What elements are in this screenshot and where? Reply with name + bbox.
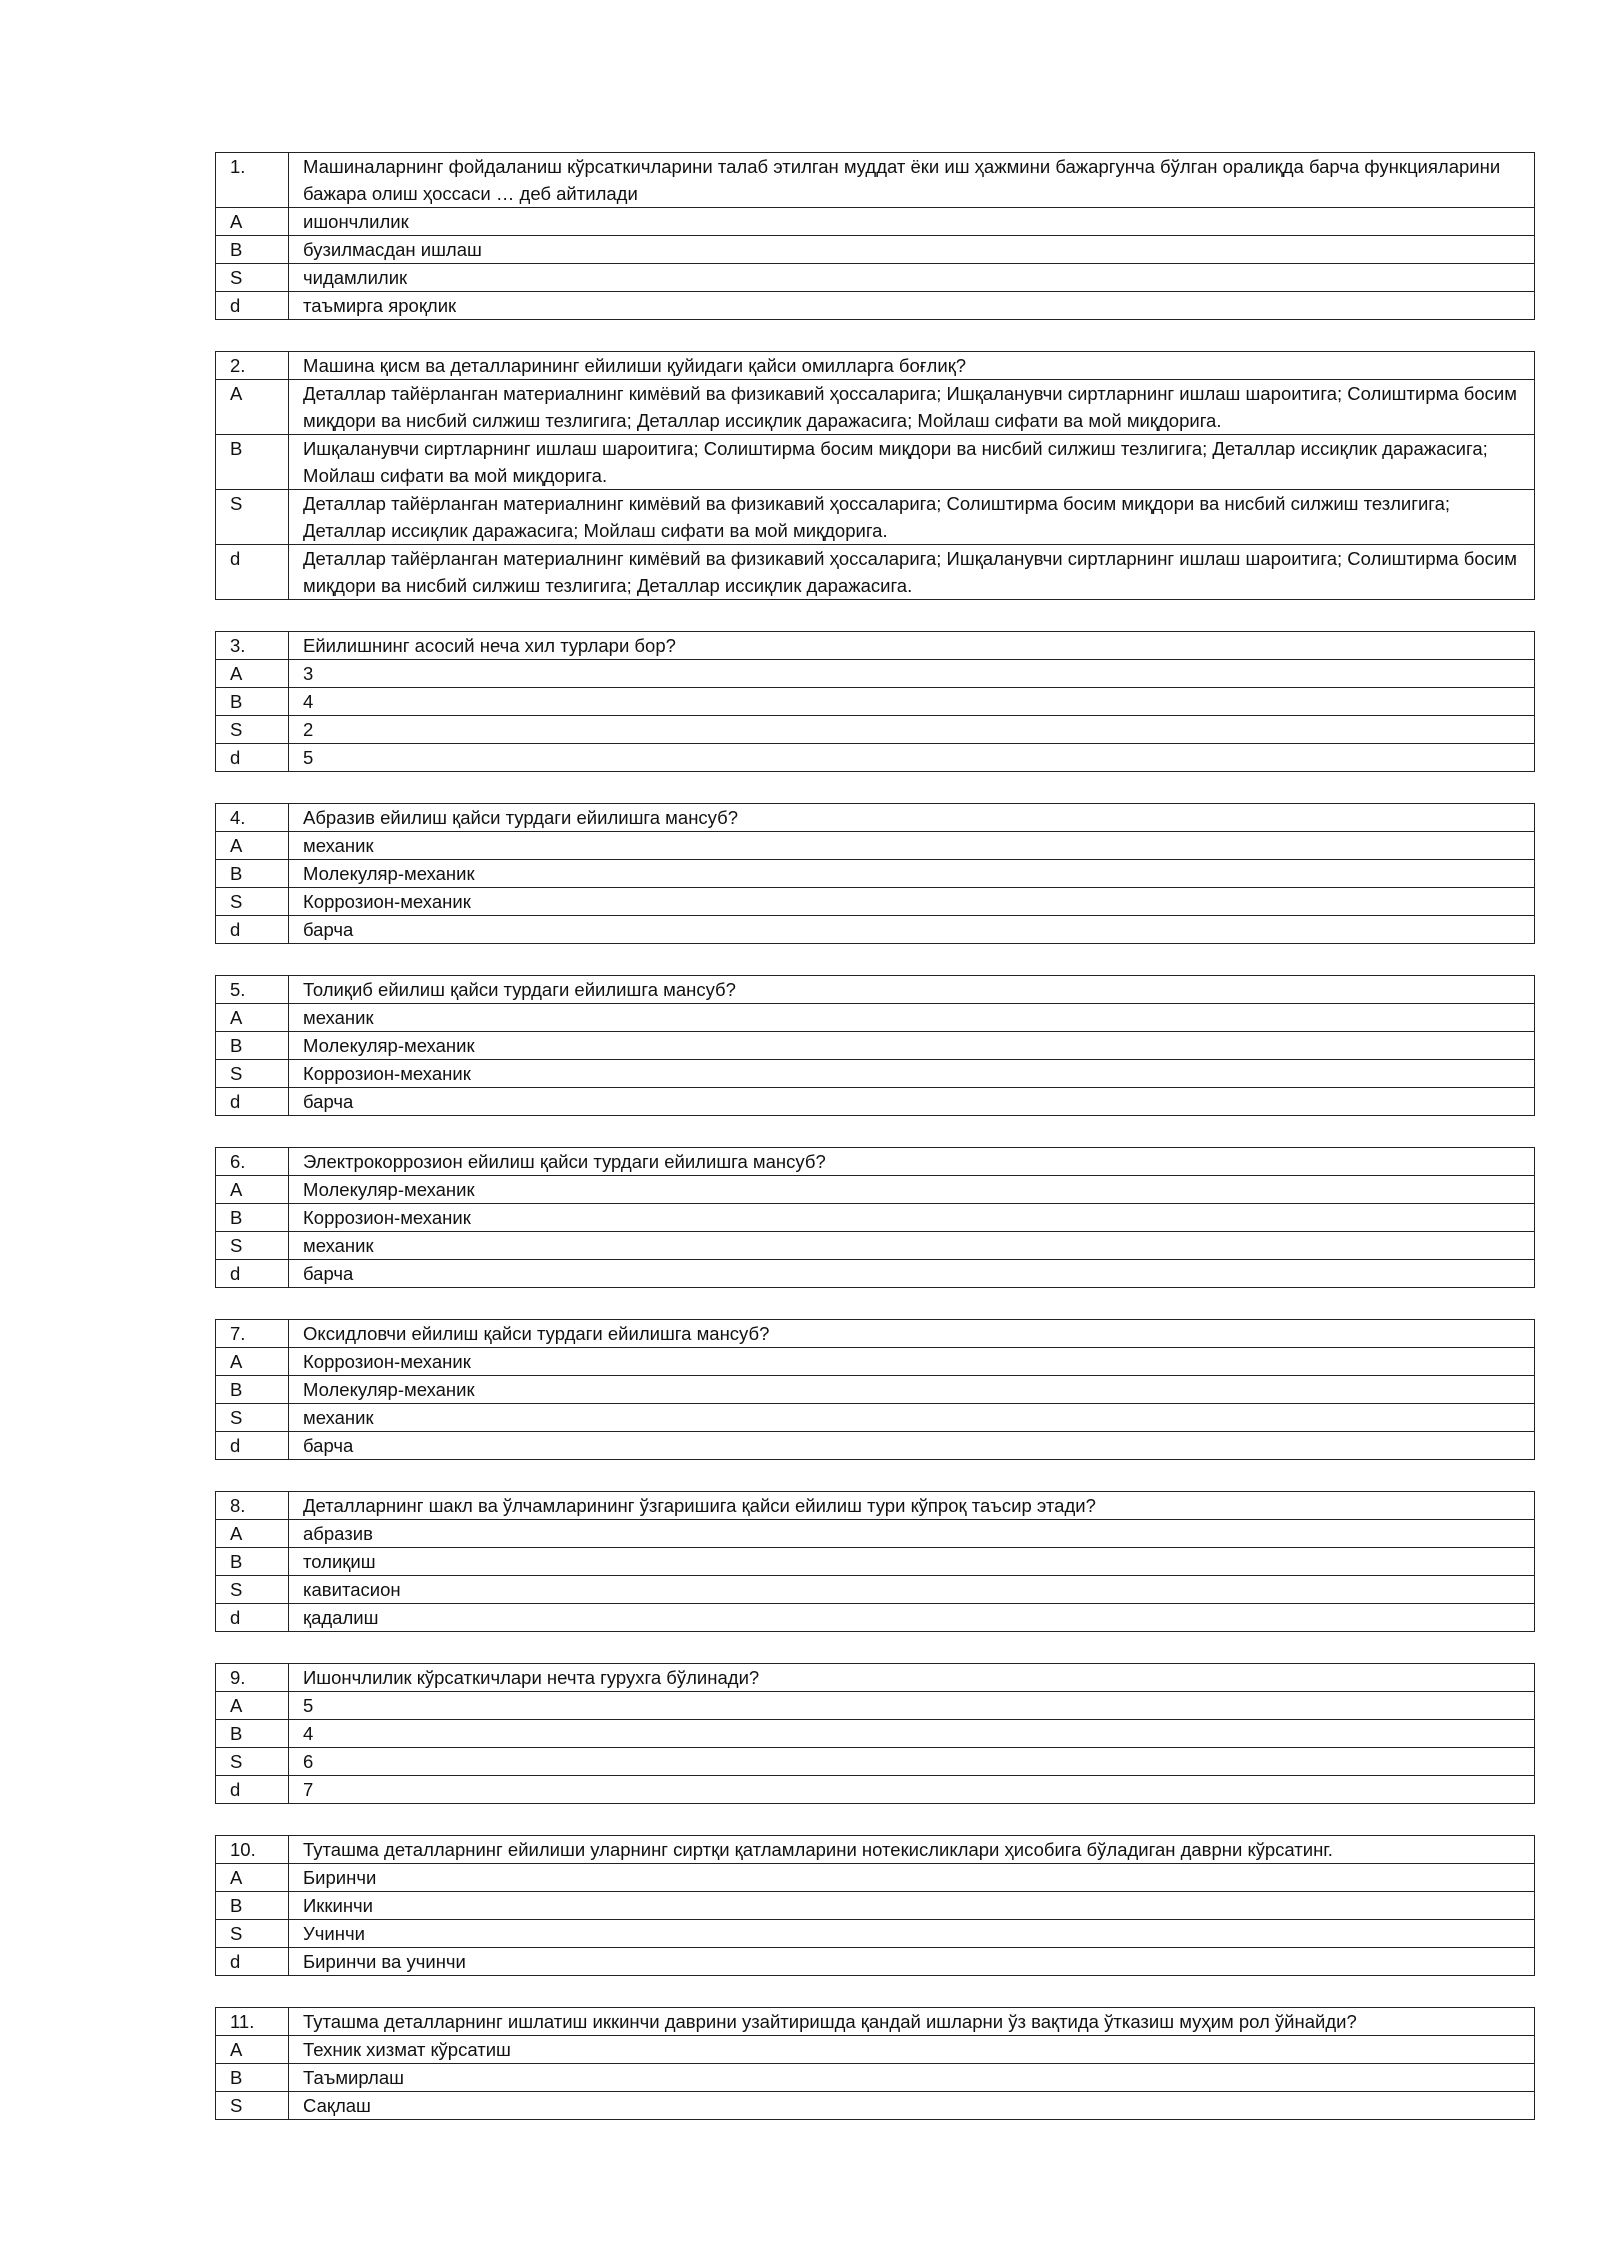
option-row [216, 1176, 1535, 1204]
question-table [215, 2007, 1535, 2120]
question-number: 1. [216, 153, 289, 208]
option-key: S [216, 1748, 289, 1776]
option-row [216, 1604, 1535, 1632]
option-row [216, 1864, 1535, 1892]
option-text: чидамлилик [289, 264, 1535, 292]
option-row [216, 236, 1535, 264]
option-text: Деталлар тайёрланган материалнинг кимёвий ва физикавий ҳоссаларига; Солиштирма босим миқдори ва нисбий силжиш тезлигига; Деталлар иссиқлик даражасига; Мойлаш сифати ва мой миқдорига. [289, 490, 1535, 545]
option-text: 6 [289, 1748, 1535, 1776]
option-text: Молекуляр-механик [289, 1376, 1535, 1404]
option-key: B [216, 1720, 289, 1748]
option-text: барча [289, 1432, 1535, 1460]
option-text: Биринчи [289, 1864, 1535, 1892]
question-number: 2. [216, 352, 289, 380]
option-text: Техник хизмат кўрсатиш [289, 2036, 1535, 2064]
option-row [216, 860, 1535, 888]
option-key: B [216, 1376, 289, 1404]
question-text: Электрокоррозион ейилиш қайси турдаги ейилишга мансуб? [289, 1148, 1535, 1176]
question-text: Оксидловчи ейилиш қайси турдаги ейилишга мансуб? [289, 1320, 1535, 1348]
option-text: барча [289, 1260, 1535, 1288]
question-number: 7. [216, 1320, 289, 1348]
question-table [215, 631, 1535, 772]
question-table [215, 351, 1535, 600]
question-text: Ишончлилик кўрсаткичлари нечта гурухга бўлинади? [289, 1664, 1535, 1692]
option-text: Коррозион-механик [289, 888, 1535, 916]
option-key: B [216, 688, 289, 716]
option-row [216, 888, 1535, 916]
option-text: Коррозион-механик [289, 1348, 1535, 1376]
option-key: S [216, 490, 289, 545]
option-text: Биринчи ва учинчи [289, 1948, 1535, 1976]
question-table [215, 1319, 1535, 1460]
question-row [216, 153, 1535, 208]
option-row [216, 435, 1535, 490]
option-row [216, 660, 1535, 688]
question-table [215, 1835, 1535, 1976]
option-row [216, 916, 1535, 944]
option-row [216, 688, 1535, 716]
option-row [216, 716, 1535, 744]
option-key: B [216, 1204, 289, 1232]
option-text: Учинчи [289, 1920, 1535, 1948]
option-key: S [216, 1404, 289, 1432]
question-number: 8. [216, 1492, 289, 1520]
option-row [216, 380, 1535, 435]
option-row [216, 1348, 1535, 1376]
option-row [216, 1232, 1535, 1260]
option-text: 4 [289, 688, 1535, 716]
question-row [216, 1492, 1535, 1520]
option-key: S [216, 1920, 289, 1948]
option-text: 7 [289, 1776, 1535, 1804]
option-row [216, 1520, 1535, 1548]
option-row [216, 1776, 1535, 1804]
option-text: Молекуляр-механик [289, 1032, 1535, 1060]
option-text: барча [289, 916, 1535, 944]
option-key: S [216, 1060, 289, 1088]
option-key: d [216, 1948, 289, 1976]
option-key: d [216, 292, 289, 320]
option-text: Деталлар тайёрланган материалнинг кимёвий ва физикавий ҳоссаларига; Ишқаланувчи сиртларнинг ишлаш шароитига; Солиштирма босим миқдори ва нисбий силжиш тезлигига; Деталлар иссиқлик даражасига; Мойлаш сифати ва мой миқдорига. [289, 380, 1535, 435]
option-key: S [216, 1232, 289, 1260]
option-text: Молекуляр-механик [289, 1176, 1535, 1204]
option-text: кавитасион [289, 1576, 1535, 1604]
option-row [216, 1748, 1535, 1776]
question-number: 11. [216, 2008, 289, 2036]
question-text: Туташма деталларнинг ишлатиш иккинчи даврини узайтиришда қандай ишларни ўз вақтида ўтказиш муҳим рол ўйнайди? [289, 2008, 1535, 2036]
option-row [216, 1032, 1535, 1060]
option-row [216, 1720, 1535, 1748]
question-number: 4. [216, 804, 289, 832]
question-table [215, 803, 1535, 944]
option-key: B [216, 1892, 289, 1920]
option-key: A [216, 1348, 289, 1376]
question-table [215, 1147, 1535, 1288]
option-row [216, 832, 1535, 860]
question-text: Ейилишнинг асосий неча хил турлари бор? [289, 632, 1535, 660]
option-text: абразив [289, 1520, 1535, 1548]
question-row [216, 632, 1535, 660]
option-text: таъмирга яроқлик [289, 292, 1535, 320]
option-key: A [216, 1692, 289, 1720]
option-row [216, 1576, 1535, 1604]
option-row [216, 1060, 1535, 1088]
question-number: 5. [216, 976, 289, 1004]
option-row [216, 490, 1535, 545]
option-row [216, 1692, 1535, 1720]
option-row [216, 292, 1535, 320]
option-key: S [216, 1576, 289, 1604]
option-key: A [216, 380, 289, 435]
option-row [216, 264, 1535, 292]
question-row [216, 352, 1535, 380]
option-key: S [216, 2092, 289, 2120]
option-text: механик [289, 1404, 1535, 1432]
option-text: 2 [289, 716, 1535, 744]
option-key: A [216, 208, 289, 236]
question-table [215, 1491, 1535, 1632]
option-key: d [216, 1776, 289, 1804]
option-text: 3 [289, 660, 1535, 688]
option-key: A [216, 1864, 289, 1892]
question-table [215, 1663, 1535, 1804]
option-row [216, 545, 1535, 600]
question-text: Толиқиб ейилиш қайси турдаги ейилишга мансуб? [289, 976, 1535, 1004]
option-text: Деталлар тайёрланган материалнинг кимёвий ва физикавий ҳоссаларига; Ишқаланувчи сиртларнинг ишлаш шароитига; Солиштирма босим миқдори ва нисбий силжиш тезлигига; Деталлар иссиқлик даражасига. [289, 545, 1535, 600]
option-text: механик [289, 1004, 1535, 1032]
question-number: 3. [216, 632, 289, 660]
option-text: механик [289, 1232, 1535, 1260]
option-key: d [216, 916, 289, 944]
option-row [216, 1948, 1535, 1976]
question-row [216, 1664, 1535, 1692]
option-text: Ишқаланувчи сиртларнинг ишлаш шароитига; Солиштирма босим миқдори ва нисбий силжиш тезлигига; Деталлар иссиқлик даражасига; Мойлаш сифати ва мой миқдорига. [289, 435, 1535, 490]
option-row [216, 1892, 1535, 1920]
option-text: Коррозион-механик [289, 1204, 1535, 1232]
option-text: толиқиш [289, 1548, 1535, 1576]
option-key: A [216, 1004, 289, 1032]
option-key: d [216, 1088, 289, 1116]
option-text: 4 [289, 1720, 1535, 1748]
question-number: 9. [216, 1664, 289, 1692]
option-key: S [216, 716, 289, 744]
question-text: Деталларнинг шакл ва ўлчамларининг ўзгаришига қайси ейилиш тури кўпроқ таъсир этади? [289, 1492, 1535, 1520]
question-row [216, 1836, 1535, 1864]
option-row [216, 1920, 1535, 1948]
option-text: ишончлилик [289, 208, 1535, 236]
question-number: 10. [216, 1836, 289, 1864]
option-key: B [216, 860, 289, 888]
option-key: A [216, 832, 289, 860]
option-key: d [216, 1432, 289, 1460]
option-key: B [216, 1548, 289, 1576]
question-text: Абразив ейилиш қайси турдаги ейилишга мансуб? [289, 804, 1535, 832]
option-row [216, 1404, 1535, 1432]
option-row [216, 1432, 1535, 1460]
option-row [216, 2064, 1535, 2092]
option-row [216, 2036, 1535, 2064]
option-text: Коррозион-механик [289, 1060, 1535, 1088]
question-text: Машина қисм ва деталларининг ейилиши қуйидаги қайси омилларга боғлиқ? [289, 352, 1535, 380]
option-text: қадалиш [289, 1604, 1535, 1632]
option-row [216, 744, 1535, 772]
option-text: 5 [289, 744, 1535, 772]
question-row [216, 1320, 1535, 1348]
option-text: 5 [289, 1692, 1535, 1720]
option-key: B [216, 435, 289, 490]
option-key: A [216, 1520, 289, 1548]
question-row [216, 804, 1535, 832]
question-table [215, 975, 1535, 1116]
question-text: Машиналарнинг фойдаланиш кўрсаткичларини талаб этилган муддат ёки иш ҳажмини бажаргунча бўлган оралиқда барча функцияларини бажара олиш ҳоссаси … деб айтилади [289, 153, 1535, 208]
option-key: A [216, 2036, 289, 2064]
question-row [216, 1148, 1535, 1176]
option-text: Сақлаш [289, 2092, 1535, 2120]
option-row [216, 1088, 1535, 1116]
option-key: d [216, 1260, 289, 1288]
option-row [216, 1260, 1535, 1288]
option-text: бузилмасдан ишлаш [289, 236, 1535, 264]
option-key: A [216, 660, 289, 688]
option-key: B [216, 236, 289, 264]
question-row [216, 976, 1535, 1004]
option-key: d [216, 1604, 289, 1632]
option-text: механик [289, 832, 1535, 860]
option-text: барча [289, 1088, 1535, 1116]
option-key: B [216, 1032, 289, 1060]
question-row [216, 2008, 1535, 2036]
option-key: d [216, 545, 289, 600]
option-row [216, 1204, 1535, 1232]
option-key: S [216, 264, 289, 292]
option-key: S [216, 888, 289, 916]
option-text: Молекуляр-механик [289, 860, 1535, 888]
document-page [215, 152, 1535, 2151]
option-row [216, 1004, 1535, 1032]
question-number: 6. [216, 1148, 289, 1176]
option-row [216, 208, 1535, 236]
option-text: Иккинчи [289, 1892, 1535, 1920]
option-row [216, 1548, 1535, 1576]
option-text: Таъмирлаш [289, 2064, 1535, 2092]
question-table [215, 152, 1535, 320]
option-key: A [216, 1176, 289, 1204]
option-row [216, 1376, 1535, 1404]
option-key: d [216, 744, 289, 772]
option-key: B [216, 2064, 289, 2092]
question-text: Туташма деталларнинг ейилиши уларнинг сиртқи қатламларини нотекисликлари ҳисобига бўладиган даврни кўрсатинг. [289, 1836, 1535, 1864]
option-row [216, 2092, 1535, 2120]
